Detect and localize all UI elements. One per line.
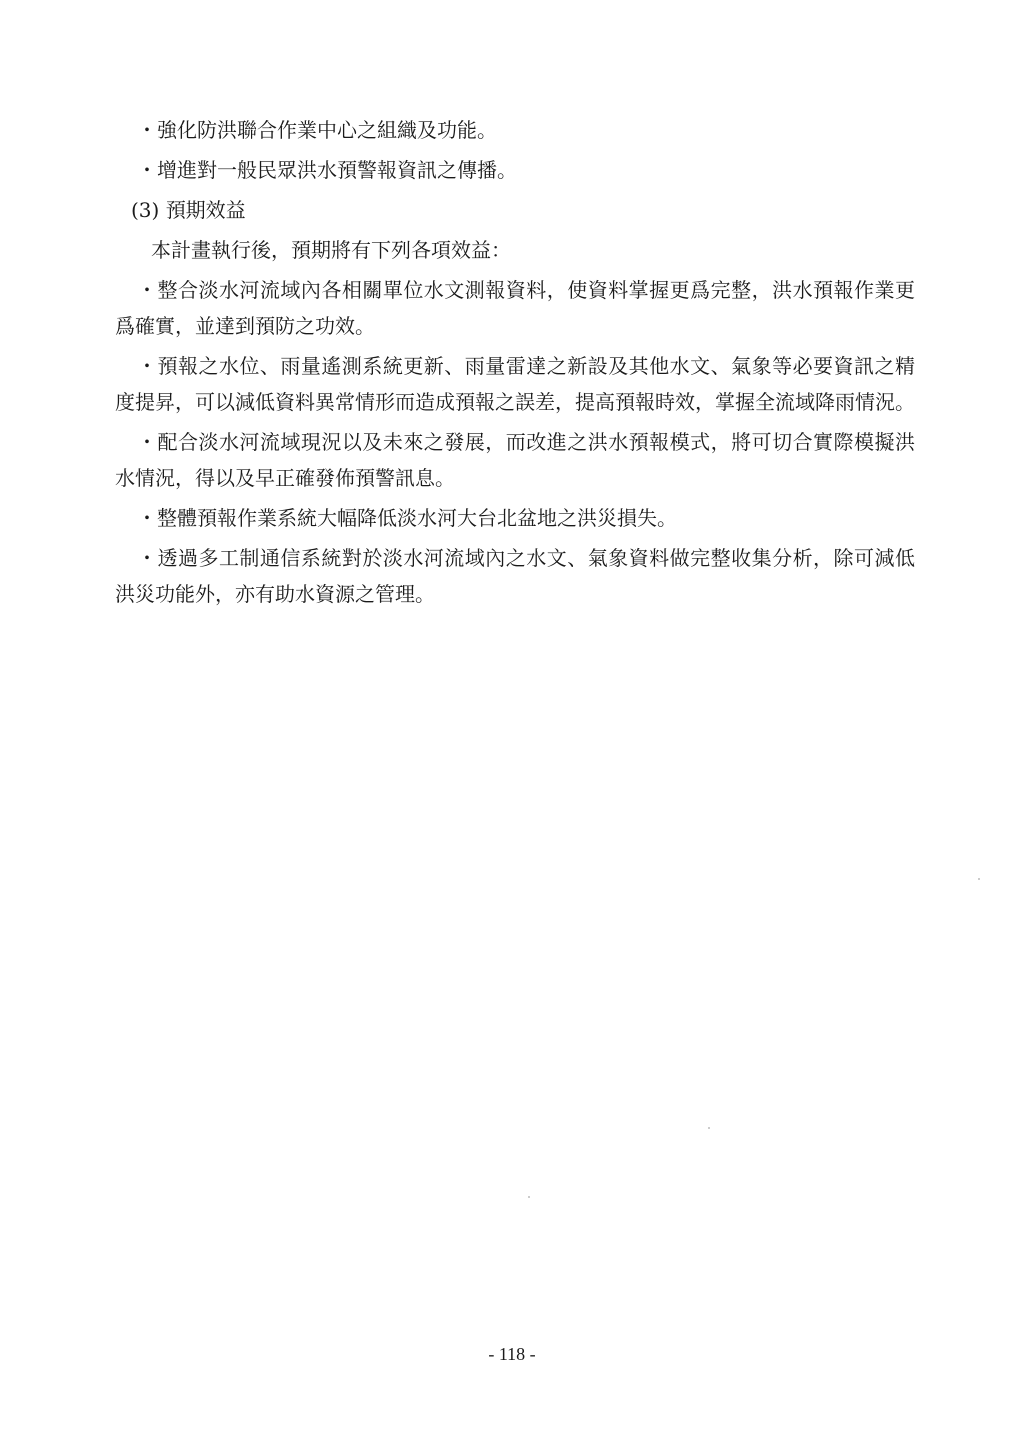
scan-speck bbox=[978, 878, 980, 880]
benefit-item: ・配合淡水河流域現況以及未來之發展，而改進之洪水預報模式，將可切合實際模擬洪水情況，得以及早正確發佈預警訊息。 bbox=[115, 430, 915, 490]
benefit-item: ・整合淡水河流域內各相關單位水文測報資料，使資料掌握更爲完整，洪水預報作業更爲確實，並達到預防之功效。 bbox=[115, 278, 915, 338]
scan-speck bbox=[528, 1196, 530, 1198]
section-intro: 本計畫執行後，預期將有下列各項效益： bbox=[151, 238, 511, 262]
benefit-item: ・透過多工制通信系統對於淡水河流域內之水文、氣象資料做完整收集分析，除可減低洪災功能外，亦有助水資源之管理。 bbox=[115, 546, 915, 606]
benefit-item: ・預報之水位、雨量遙測系統更新、雨量雷達之新設及其他水文、氣象等必要資訊之精度提昇，可以減低資料異常情形而造成預報之誤差，提高預報時效，掌握全流域降雨情況。 bbox=[115, 354, 915, 414]
bullet-public-warning: ・增進對一般民眾洪水預警報資訊之傳播。 bbox=[137, 158, 517, 182]
page-number: - 118 - bbox=[488, 1344, 536, 1364]
scan-speck bbox=[708, 1127, 710, 1129]
bullet-strengthen-center: ・強化防洪聯合作業中心之組織及功能。 bbox=[137, 118, 497, 142]
benefit-item: ・整體預報作業系統大幅降低淡水河大台北盆地之洪災損失。 bbox=[137, 506, 677, 530]
section-heading: (3) 預期效益 bbox=[131, 198, 246, 222]
page-content bbox=[115, 112, 915, 612]
